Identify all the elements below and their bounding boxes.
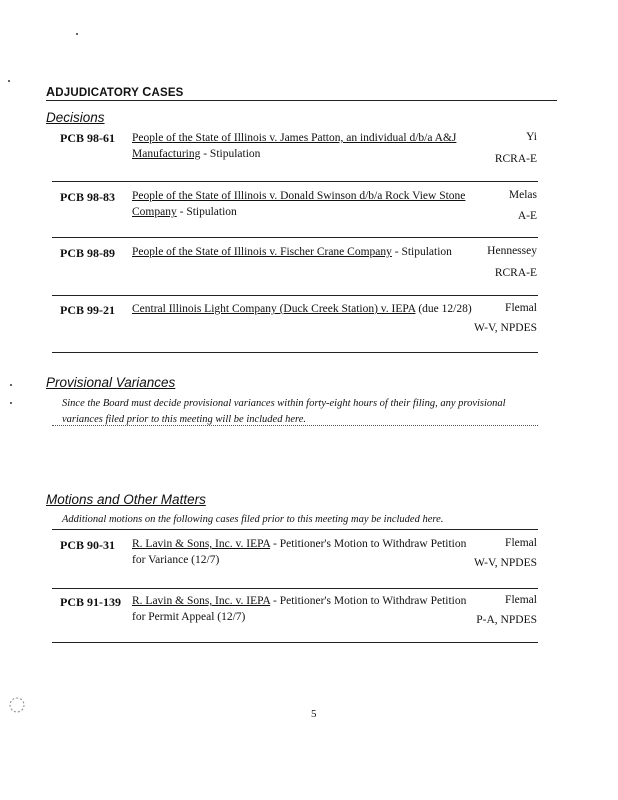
case-title [132, 301, 472, 317]
provisional-note: Since the Board must decide provisional variances within forty-eight hours of their filing, any provisional variances filed prior to this meeting will be included here. [62, 398, 506, 425]
case-title-suffix: - Stipulation [176, 206, 237, 218]
case-title [132, 244, 472, 260]
heading-rule [46, 100, 557, 101]
case-title-suffix: - Stipulation [200, 148, 261, 160]
row-divider [52, 529, 538, 530]
case-title-suffix: - Petitioner's Motion to Withdraw Petition for Permit Appeal (12/7) [132, 595, 467, 623]
motions-note: Additional motions on the following cases filed prior to this meeting may be included here. [62, 514, 444, 525]
board-member: Hennessey [487, 245, 537, 257]
case-number: PCB 98-83 [60, 190, 115, 204]
case-title [132, 130, 472, 162]
case-title-suffix: - Stipulation [391, 246, 452, 258]
scan-artifact-icon [6, 692, 28, 718]
note-divider [52, 425, 538, 426]
case-type: P-A, NPDES [476, 614, 537, 626]
case-title-link[interactable]: Central Illinois Light Company (Duck Creek Station) v. IEPA [132, 303, 416, 315]
case-number: PCB 98-89 [60, 246, 115, 260]
section-heading: ADJUDICATORY CASES [46, 85, 184, 99]
board-member: Flemal [505, 594, 537, 606]
scan-speck [10, 384, 12, 386]
row-divider [52, 588, 538, 589]
row-divider [52, 237, 538, 238]
case-title-link[interactable]: People of the State of Illinois v. James Patton, an individual d/b/a A&J Manufacturing [132, 132, 457, 160]
case-type: W-V, NPDES [473, 557, 537, 569]
case-number: PCB 91-139 [60, 595, 121, 609]
case-type: A-E [517, 210, 537, 222]
case-title-link[interactable]: People of the State of Illinois v. Fischer Crane Company [132, 246, 392, 258]
board-member: Flemal [505, 537, 537, 549]
decisions-heading: Decisions [46, 110, 105, 125]
row-divider [52, 642, 538, 643]
scan-speck [8, 80, 10, 82]
case-title-suffix: - Petitioner's Motion to Withdraw Petition for Variance (12/7) [132, 538, 467, 566]
page-number: 5 [311, 708, 317, 720]
row-divider [52, 181, 538, 182]
case-type: RCRA-E [494, 153, 537, 165]
provisional-variances-heading: Provisional Variances [46, 375, 176, 390]
case-title [132, 536, 472, 568]
case-title-link[interactable]: R. Lavin & Sons, Inc. v. IEPA [132, 538, 271, 550]
case-type: W-V, NPDES [473, 322, 537, 334]
case-title-link[interactable]: People of the State of Illinois v. Donald Swinson d/b/a Rock View Stone Company [132, 190, 466, 218]
case-number: PCB 90-31 [60, 538, 115, 552]
case-type: RCRA-E [494, 267, 537, 279]
board-member: Yi [526, 131, 537, 143]
scan-speck [10, 402, 12, 404]
scan-speck [76, 33, 78, 35]
case-title [132, 593, 472, 625]
board-member: Flemal [505, 302, 537, 314]
motions-heading: Motions and Other Matters [46, 492, 206, 507]
row-divider [52, 352, 538, 353]
row-divider [52, 295, 538, 296]
board-member: Melas [508, 189, 537, 201]
case-number: PCB 98-61 [60, 131, 115, 145]
case-title-link[interactable]: R. Lavin & Sons, Inc. v. IEPA [132, 595, 271, 607]
case-number: PCB 99-21 [60, 303, 115, 317]
case-title [132, 188, 472, 220]
case-title-suffix: (due 12/28) [415, 303, 472, 315]
